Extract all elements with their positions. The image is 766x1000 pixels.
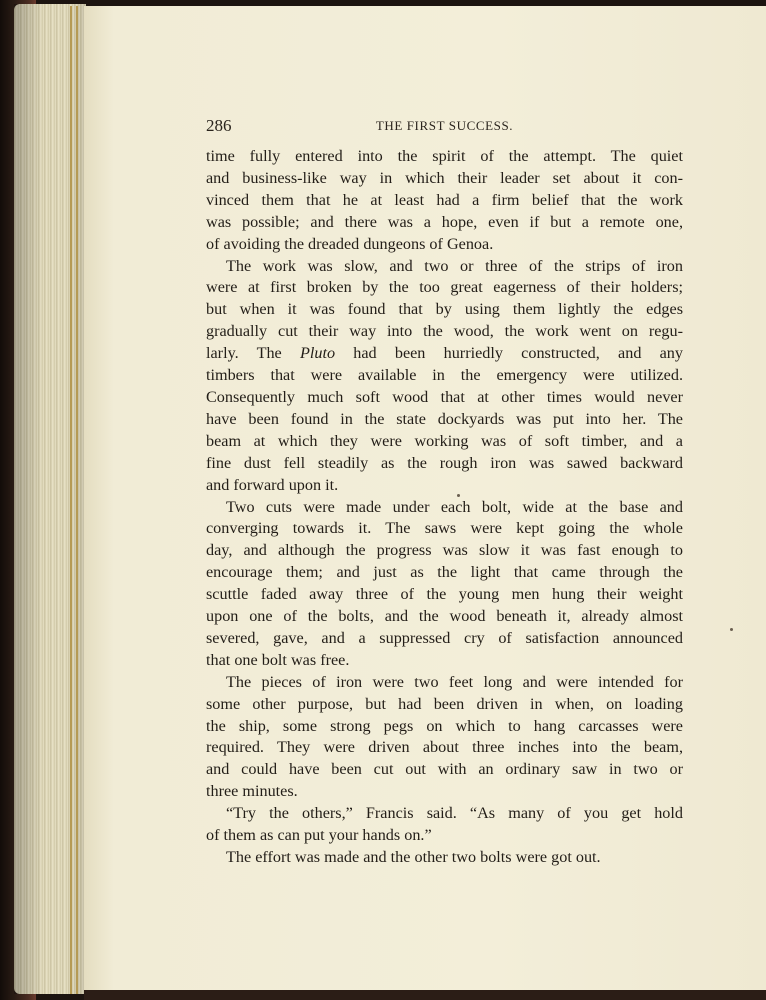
text-line: day, and although the progress was slow it was fast enough to (206, 541, 683, 560)
page-number: 286 (206, 116, 232, 135)
body-text (206, 146, 683, 869)
text-line: but when it was found that by using them lightly the edges (206, 300, 683, 319)
text-line: larly. The Pluto had been hurriedly constructed, and any (206, 344, 683, 363)
paragraph (206, 497, 683, 672)
text-line: beam at which they were working was of soft timber, and a (206, 431, 683, 450)
text-line: required. They were driven about three inches into the beam, (206, 738, 683, 757)
text-line: Consequently much soft wood that at other times would never (206, 387, 683, 406)
text-line: gradually cut their way into the wood, the work went on regu- (206, 322, 683, 341)
paragraph (206, 672, 683, 803)
paper-speck (457, 494, 460, 497)
text-line: three minutes. (206, 782, 298, 801)
text-line: encourage them; and just as the light that came through the (206, 563, 683, 582)
text-line: The work was slow, and two or three of the strips of iron (226, 256, 683, 275)
text-line: that one bolt was free. (206, 650, 350, 669)
text-line: have been found in the state dockyards was put into her. The (206, 409, 683, 428)
paragraph (206, 146, 683, 256)
paper-speck (730, 628, 733, 631)
gilt-line (70, 6, 72, 994)
text-line: was possible; and there was a hope, even if but a remote one, (206, 212, 683, 231)
paragraph (206, 256, 683, 497)
text-line: severed, gave, and a suppressed cry of satisfaction announced (206, 628, 683, 647)
text-line: The effort was made and the other two bolts were got out. (226, 848, 601, 866)
text-line: timbers that were available in the emergency were utilized. (206, 366, 683, 385)
text-line: the ship, some strong pegs on which to hang carcasses were (206, 716, 683, 735)
text-line: vinced them that he at least had a firm belief that the work (206, 190, 683, 209)
text-line: some other purpose, but had been driven in when, on loading (206, 694, 683, 713)
text-line: Two cuts were made under each bolt, wide at the base and (226, 497, 683, 516)
text-line: and could have been cut out with an ordinary saw in two or (206, 760, 683, 779)
gilt-line (76, 6, 78, 994)
text-line: converging towards it. The saws were kept going the whole (206, 519, 683, 538)
page-bottom-shadow (84, 990, 766, 1000)
text-line: scuttle faded away three of the young men hung their weight (206, 585, 683, 604)
text-line: The pieces of iron were two feet long and were intended for (226, 672, 683, 691)
text-line: of them as can put your hands on.” (206, 826, 432, 845)
paragraph (206, 847, 683, 869)
text-line: fine dust fell steadily as the rough iron was sawed backward (206, 453, 683, 472)
text-line: were at first broken by the too great eagerness of their holders; (206, 278, 683, 297)
text-line: of avoiding the dreaded dungeons of Genoa. (206, 234, 494, 253)
running-title: THE FIRST SUCCESS. (375, 118, 514, 133)
text-line: upon one of the bolts, and the wood beneath it, already almost (206, 607, 683, 626)
text-line: and business-like way in which their leader set about it con- (206, 168, 683, 187)
text-line: time fully entered into the spirit of the attempt. The quiet (206, 147, 683, 165)
text-line: “Try the others,” Francis said. “As many of you get hold (226, 804, 683, 823)
text-line: and forward upon it. (206, 475, 339, 494)
paragraph (206, 803, 683, 847)
page-header (206, 116, 683, 136)
